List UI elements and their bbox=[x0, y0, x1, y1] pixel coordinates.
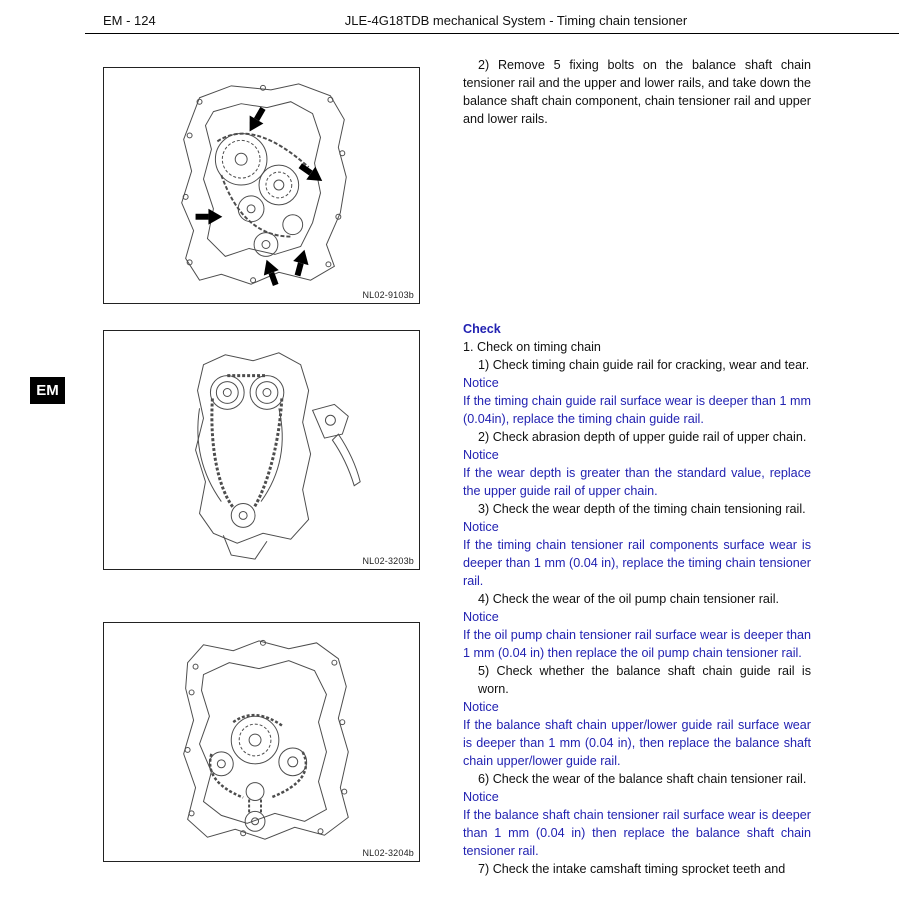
substep-3-tensioning-rail: 3) Check the wear depth of the timing chain tensioning rail. bbox=[478, 502, 806, 516]
substep-5-balance-guide: 5) Check whether the balance shaft chain guide rail is worn. bbox=[478, 664, 811, 696]
notice-text-4: If the oil pump chain tensioner rail surface wear is deeper than 1 mm (0.04 in) then replace the oil pump chain tensioner rail. bbox=[463, 628, 811, 660]
notice-text-5: If the balance shaft chain upper/lower guide rail surface wear is deeper than 1 mm (0.04 in), then replace the balance shaft chain upper/lower guide rail. bbox=[463, 718, 811, 768]
engine-front-cover-arrows-diagram bbox=[104, 68, 419, 303]
check-section-heading: Check bbox=[463, 322, 501, 336]
header-divider bbox=[85, 33, 899, 34]
page-number: EM - 124 bbox=[103, 13, 156, 28]
notice-label-4: Notice bbox=[463, 610, 499, 624]
substep-2-upper-rail: 2) Check abrasion depth of upper guide rail of upper chain. bbox=[478, 430, 807, 444]
figure-balance-shaft-chain-removal bbox=[103, 67, 420, 304]
notice-label-1: Notice bbox=[463, 376, 499, 390]
notice-text-6: If the balance shaft chain tensioner rail surface wear is deeper than 1 mm (0.04 in) then replace the balance shaft chain tensioner rail. bbox=[463, 808, 811, 858]
notice-label-2: Notice bbox=[463, 448, 499, 462]
page-title: JLE-4G18TDB mechanical System - Timing chain tensioner bbox=[344, 13, 688, 28]
figure-label: NL02-3204b bbox=[362, 848, 414, 858]
substep-1-guide-rail: 1) Check timing chain guide rail for cracking, wear and tear. bbox=[478, 358, 810, 372]
procedure-text-column bbox=[463, 56, 811, 878]
balance-shaft-chain-diagram bbox=[104, 623, 419, 861]
bolt-pointer-arrows bbox=[196, 104, 327, 287]
substep-4-oil-pump-rail: 4) Check the wear of the oil pump chain tensioner rail. bbox=[478, 592, 780, 606]
figure-balance-shaft-chain-check bbox=[103, 622, 420, 862]
figure-label: NL02-9103b bbox=[362, 290, 414, 300]
item-check-timing-chain: 1. Check on timing chain bbox=[463, 340, 601, 354]
notice-text-2: If the wear depth is greater than the standard value, replace the upper guide rail of upper chain. bbox=[463, 466, 811, 498]
timing-chain-diagram bbox=[104, 331, 419, 569]
chapter-tab-em: EM bbox=[30, 377, 65, 404]
notice-label-5: Notice bbox=[463, 700, 499, 714]
step-remove-bolts: 2) Remove 5 fixing bolts on the balance shaft chain tensioner rail and the upper and lower rails, and take down the balance shaft chain component, chain tensioner rail and upper and lower rails. bbox=[463, 58, 811, 126]
notice-text-1: If the timing chain guide rail surface wear is deeper than 1 mm (0.04in), replace the timing chain guide rail. bbox=[463, 394, 811, 426]
notice-text-3: If the timing chain tensioner rail components surface wear is deeper than 1 mm (0.04 in), replace the timing chain tensioner rail. bbox=[463, 538, 811, 588]
notice-label-6: Notice bbox=[463, 790, 499, 804]
substep-7-camshaft-sprocket: 7) Check the intake camshaft timing sprocket teeth and bbox=[478, 862, 786, 876]
notice-label-3: Notice bbox=[463, 520, 499, 534]
figure-timing-chain-check bbox=[103, 330, 420, 570]
figure-label: NL02-3203b bbox=[362, 556, 414, 566]
substep-6-balance-tensioner: 6) Check the wear of the balance shaft chain tensioner rail. bbox=[478, 772, 807, 786]
